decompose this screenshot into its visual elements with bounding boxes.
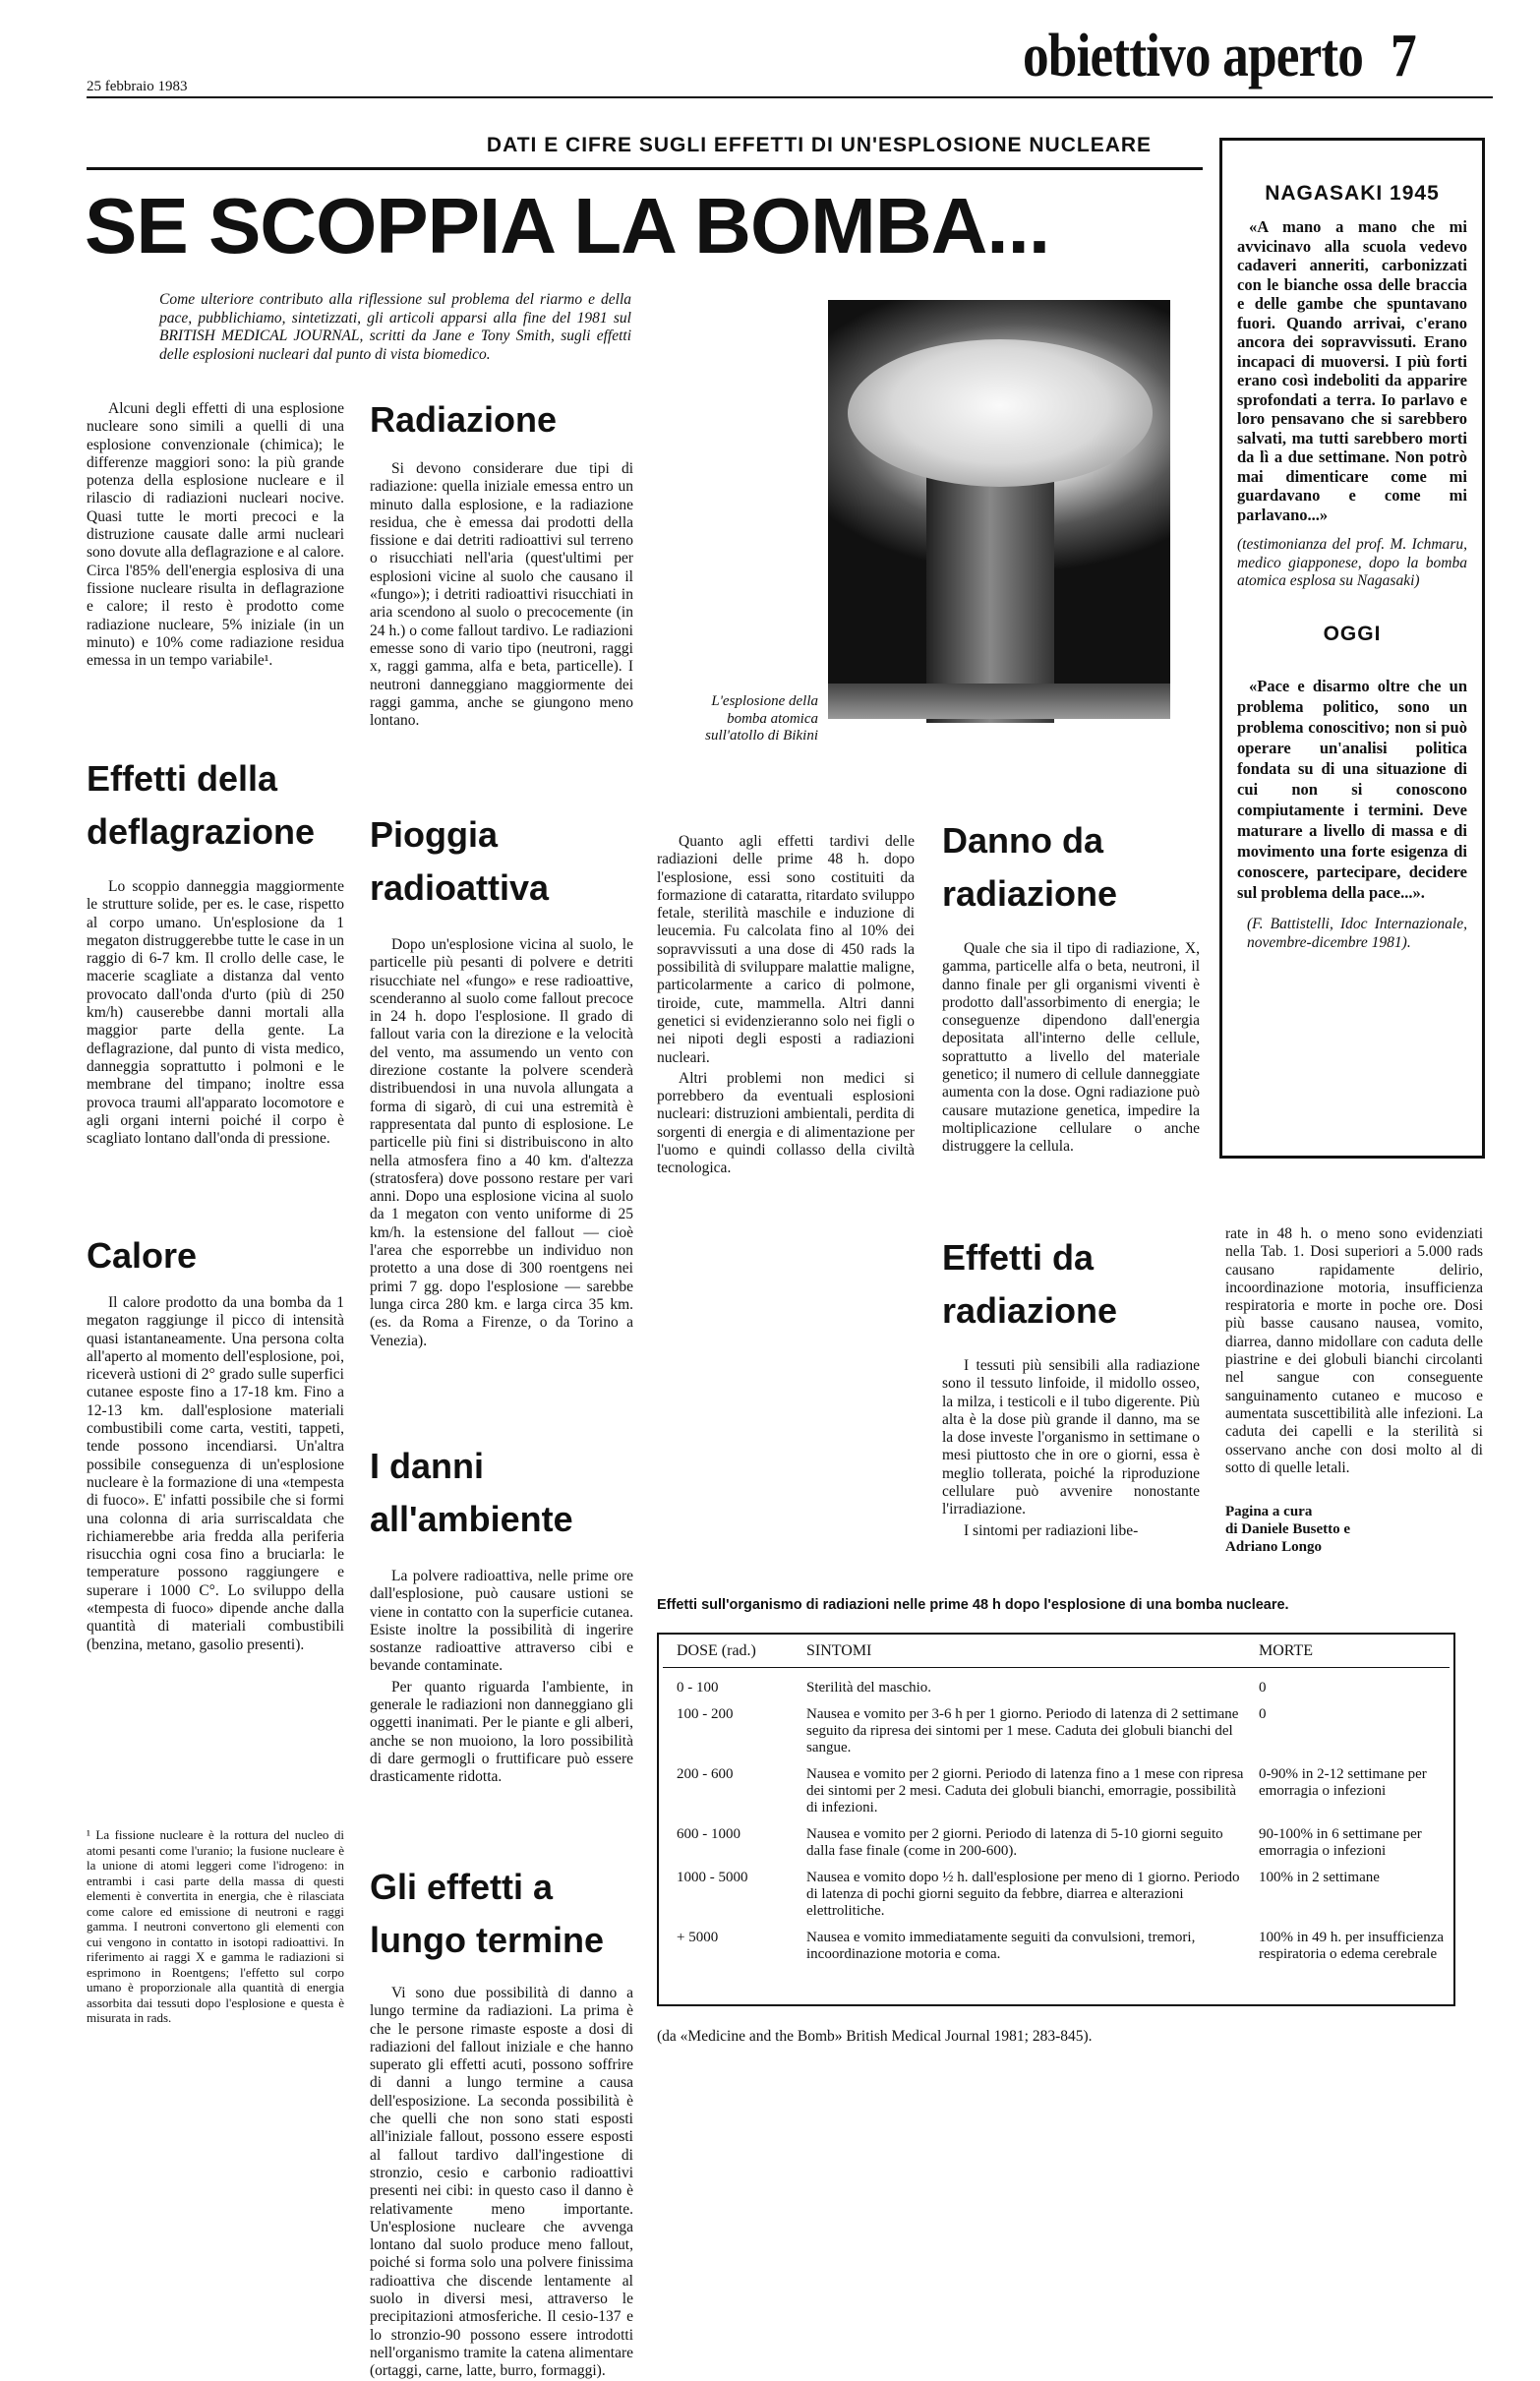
text-pioggia: Dopo un'esplosione vicina al suolo, le particelle più pesanti di polvere e detriti risucchiate nel «fungo» e rese radioattive, scenderanno al suolo come fallout precoce in 24 h. dopo l'esplosione. Il grado di fallout varia con la direzione e la velocità del vento, ma assumendo un vento con direzione costante la polvere scenderà distribuendosi in una nuvola allungata a forma di sigarò, di cui una estremità è rappresentata dal punto di esplosione. Le particelle più fini si distribuiscono in alto nella atmosfera fino a 40 km. d'altezza (stratosfera) dove possono restare per vari anni. Dopo una esplosione vicina al suolo da 1 megaton con vento uniforme di 25 km/h. la estensione del fallout — cioè l'area che esporrebbe un individuo non protetto a una dose di 300 roentgens nei primi 7 gg. dopo l'esplosione — sarebbe lunga circa 280 km. e larga circa 35 km. (es. da Roma a Firenze, o da Torino a Venezia). [370, 936, 633, 1349]
heading-danno: Danno da radiazione [942, 820, 1118, 914]
cell-morte: 0 [1259, 1706, 1267, 1722]
table-row [663, 1706, 1450, 1766]
text-calore: Il calore prodotto da una bomba da 1 megaton raggiunge il picco di intensità quasi istantaneamente. Una persona colta all'aperto al momento dell'esplosione, poi, riceverà ustioni di 2° grado sulle superfici cutanee esposte fino a 17-18 km. Fino a 12-13 km. dall'esplosione materiali combustibili come carta, vestiti, tappeti, tende possono incendiarsi. Un'altra possibile conseguenza di un'esplosione nucleare è la formazione di una «tempesta di fuoco». E' infatti possibile che si formi una colonna di aria surriscaldata che richiamerebbe aria fredda alla periferia risucchia ogni cosa fino a bruciarla: le temperature possono raggiungere e superare i 1000 C°. Lo sviluppo della «tempesta di fuoco» dipende anche dalla quantità di materiali combustibili (benzina, metano, gasolio presenti). [87, 1294, 344, 1653]
photo-caption: L'esplosione della bomba atomica sull'atollo di Bikini [705, 693, 818, 744]
table-row [663, 1766, 1450, 1826]
radiation-table [663, 1635, 1450, 1973]
cell-morte: 0 [1259, 1680, 1267, 1696]
section-calore [87, 1229, 344, 1657]
kicker-rule [87, 167, 1203, 170]
section-deflagrazione [87, 752, 344, 1151]
heading-lungo: Gli effetti a lungo termine [370, 1867, 605, 1960]
intro: Come ulteriore contributo alla riflessione sul problema del riarmo e della pace, pubblichiamo, sintetizzati, gli articoli apparsi alla fine del 1981 sul BRITISH MEDICAL JOURNAL, scritti da Jane e Tony Smith, sugli effetti delle esplosioni nucleari dal punto di vista biomedico. [159, 291, 631, 363]
section-name: obiettivo aperto [1023, 23, 1364, 89]
sidebar-quote-nagasaki: «A mano a mano che mi avvicinavo alla scuola vedevo cadaveri anneriti, carbonizzati con le bianche ossa delle braccia e delle gambe che spuntavano fuori. Quando arrivai, c'erano ancora dei sopravvissuti. Erano incapaci di muoversi. I più forti erano così indeboliti da apparire sprofondati a terra. Io parlavo e loro pensavano che si sarebbero salvati, ma tutti sarebbero morti da lì a due settimane. Non potrò mai dimenticare come mi guardavano e come mi parlavano...» [1237, 217, 1467, 524]
page-title: SE SCOPPIA LA BOMBA... [85, 182, 1050, 269]
text-lungo-1: Vi sono due possibilità di danno a lungo termine da radiazioni. La prima è che le persone rimaste esposte a dosi di radiazioni del fallout iniziale e che hanno superato gli effetti acuti, possono soffrire di danni a lungo termine a causa dell'esposizione. La seconda possibilità è che quelli che non sono stati esposti all'iniziale fallout, possono essere esposti al fallout tardivo dall'ingestione di stronzio, cesio e carbonio radioattivi presenti nei cibi: in questo caso il danno è relativamente meno importante. Un'esplosione nucleare che avvenga lontano dal suolo produce meno fallout, poiché si forma solo una polvere finissima radioattiva che discende lentamente al suolo in diversi mesi, attraverso le precipitazioni atmosferiche. Il cesio-137 e lo stronzio-90 possono essere introdotti nell'organismo tramite la catena alimentare (ortaggi, carne, latte, burro, formaggi). [370, 1985, 633, 2380]
table-row [663, 1930, 1450, 1973]
heading-effetti: Effetti da radiazione [942, 1237, 1118, 1331]
heading-pioggia: Pioggia radioattiva [370, 814, 550, 908]
cell-sintomi: Sterilità del maschio. [806, 1680, 932, 1696]
credit-label: Pagina a cura [1225, 1504, 1313, 1519]
sidebar-quote-oggi: «Pace e disarmo oltre che un problema politico, sono un problema conoscitivo; non si può operare un'analisi politica fondata su di una situazione di cui non si conoscono compiutamente i termini. Deve maturare a livello di massa e di movimento una forte esigenza di conoscere, partecipare, decidere sul problema della pace...». [1237, 676, 1467, 902]
cell-dose: 600 - 1000 [677, 1826, 740, 1842]
column-1-top [87, 400, 344, 673]
table-source: (da «Medicine and the Bomb» British Medical Journal 1981; 283-845). [657, 2028, 1093, 2045]
sidebar-box [1219, 138, 1485, 1159]
column-3-continuation [657, 833, 915, 1181]
footnote: ¹ La fissione nucleare è la rottura del nucleo di atomi pesanti come l'uranio; la fusione nucleare è la unione di atomi leggeri come l'idrogeno: in entrambi i casi parte della massa di questi elementi è convertita in energia, che è rilasciata come calore ed emissione di neutroni e raggi gamma. I neutroni convertono gli elementi con cui vengono in contatto in isotopi radioattivi. In riferimento ai raggi X e gamma le radiazioni si esprimono in Roentgens; l'effetto sul corpo umano è proporzionale alla quantità di energia assorbita dai tessuti dopo l'esplosione e questa è misurata in rads. [87, 1827, 344, 2025]
sidebar-source-oggi: (F. Battistelli, Idoc Internazionale, novembre-dicembre 1981). [1247, 915, 1467, 951]
heading-calore: Calore [87, 1235, 198, 1276]
heading-radiazione: Radiazione [370, 399, 558, 440]
text-ambiente-1: La polvere radioattiva, nelle prime ore dall'esplosione, può causare ustioni se viene in contatto con la superficie cutanea. Esiste inoltre la possibilità di ingerire sostanze radioattive attraverso cibi e bevande contaminate. [370, 1568, 633, 1675]
cell-morte: 0-90% in 2-12 settimane per emorragia o infezioni [1259, 1766, 1427, 1799]
column-5-continuation [1225, 1225, 1483, 1480]
heading-deflagrazione: Effetti della deflagrazione [87, 758, 316, 852]
table-row [663, 1870, 1450, 1930]
sidebar-title-oggi: OGGI [1323, 622, 1382, 645]
text-effetti-2: I sintomi per radiazioni libe- [964, 1521, 1139, 1539]
mushroom-cap [848, 339, 1153, 487]
issue-date: 25 febbraio 1983 [87, 79, 188, 94]
cell-sintomi: Nausea e vomito dopo ½ h. dall'esplosione per meno di 1 giorno. Periodo di latenza di pochi giorni seguito da febbre, diarrea e alterazioni elettrolitiche. [806, 1870, 1240, 1919]
cell-morte: 100% in 49 h. per insufficienza respiratoria o edema cerebrale [1259, 1930, 1445, 1962]
cell-morte: 100% in 2 settimane [1259, 1870, 1380, 1885]
radiation-table-box [657, 1633, 1455, 2006]
page-number: 7 [1391, 23, 1416, 89]
header-morte: MORTE [1253, 1635, 1450, 1668]
water-line [828, 684, 1170, 719]
cell-sintomi: Nausea e vomito per 3-6 h per 1 giorno. Periodo di latenza di 2 settimane seguito da ripresa dei sintomi per 1 mese. Caduta dei globuli bianchi del sangue. [806, 1706, 1239, 1756]
text-lungo-3: Altri problemi non medici si porrebbero da eventuali esplosioni nucleari: distruzioni ambientali, perdita di sorgenti di energia e di alimentazione per l'uomo e quindi collasso della civiltà tecnologica. [657, 1069, 915, 1177]
section-danno [942, 814, 1200, 1160]
sidebar-source-nagasaki: (testimonianza del prof. M. Ichmaru, medico giapponese, dopo la bomba atomica esplosa su Nagasaki) [1237, 536, 1467, 589]
photo-bikini [828, 300, 1170, 719]
table-row [663, 1826, 1450, 1870]
sidebar-title-nagasaki: NAGASAKI 1945 [1265, 182, 1440, 205]
text-effetti-cont: rate in 48 h. o meno sono evidenziati nella Tab. 1. Dosi superiori a 5.000 rads causano rapidamente delirio, incoordinazione motoria, insufficienza respiratoria e morte in poche ore. Dosi più basse causano nausea, vomito, diarrea, danno midollare con caduta delle piastrine e dei globuli bianchi circolanti nel sangue con conseguente sanguinamento cutaneo e mucoso e aumentata suscettibilità alle infezioni. La caduta dei capelli e la sterilità si osservano anche con dosi molto al di sotto di quelle letali. [1225, 1225, 1483, 1476]
cell-dose: 100 - 200 [677, 1706, 734, 1722]
text-radiazione: Si devono considerare due tipi di radiazione: quella iniziale emessa entro un minuto dalla esplosione, e la radiazione residua, che è emessa dai prodotti della fissione e dai detriti radioattivi sul terreno o risucchiati nell'aria (quest'ultimi per esplosioni vicine al suolo che causano il «fungo»); i detriti radioattivi risucchiati in aria scendono al suolo o precocemente (in 24 h.) o come fallout tardivo. Le radiazioni emesse sono di vario tipo (neutroni, raggi x, raggi gamma, alfa e beta, particelle). I neutroni danneggiano maggiormente dei raggi gamma, anche se giungono meno lontano. [370, 460, 633, 730]
cell-dose: + 5000 [677, 1930, 719, 1945]
credit-names: di Daniele Busetto e Adriano Longo [1225, 1521, 1351, 1555]
cell-dose: 1000 - 5000 [677, 1870, 748, 1885]
section-effetti [942, 1231, 1200, 1543]
section-pioggia [370, 808, 633, 1353]
section-lungo [370, 1861, 633, 2380]
cell-dose: 0 - 100 [677, 1680, 719, 1696]
table-caption: Effetti sull'organismo di radiazioni nelle prime 48 h dopo l'esplosione di una bomba nucleare. [657, 1597, 1289, 1613]
lead-paragraph: Alcuni degli effetti di una esplosione nucleare sono simili a quelli di una esplosione convenzionale (chimica); le differenze maggiori sono: la più grande potenza della esplosione nucleare e il rilascio di radiazioni nucleari nocive. Quasi tutte le morti precoci e la distruzione causate dalle armi nucleari sono dovute alla deflagrazione e al calore. Circa l'85% dell'energia esplosiva di una fissione nucleare risulta in deflagrazione e calore; il resto è prodotto come radiazione nucleare, 5% iniziale (in un minuto) e 10% come radiazione residua emessa in un tempo variabile¹. [87, 400, 344, 670]
text-ambiente-2: Per quanto riguarda l'ambiente, in generale le radiazioni non danneggiano gli oggetti inanimati. Per le piante e gli alberi, anche se non muoiono, la loro possibilità di dare germogli o fruttificare può essere drasticamente ridotta. [370, 1678, 633, 1786]
kicker: DATI E CIFRE SUGLI EFFETTI DI UN'ESPLOSIONE NUCLEARE [486, 134, 1153, 156]
text-deflagrazione: Lo scoppio danneggia maggiormente le strutture solide, per es. le case, rispetto al corpo umano. Un'esplosione da 1 megaton distruggerebbe tutte le case in un raggio di 6-7 km. Il crollo delle case, le macerie scagliate a distanza dal vento provocato dall'onda d'urto (più di 250 km/h) causerebbe danni mortali alla maggior parte della gente. La deflagrazione, dal punto di vista medico, danneggia soprattutto i polmoni e le membrane del timpano; inoltre essa provoca traumi all'apparato locomotore e agli organi interni poiché il corpo è scagliato lontano dall'onda di pressione. [87, 878, 344, 1148]
table-row [663, 1668, 1450, 1707]
section-title [1023, 22, 1416, 90]
text-effetti: I tessuti più sensibili alla radiazione sono il tessuto linfoide, il midollo osseo, la milza, i testicoli e il tubo digerente. Più alta è la dose più grande il danno, ma se la dose investe l'organismo in settimane o mesi piuttosto che in ore o giorni, essa è meglio tollerata, poiché la riproduzione cellulare può avvenire nonostante l'irradiazione. [942, 1357, 1200, 1518]
text-lungo-2: Quanto agli effetti tardivi delle radiazioni delle prime 48 h. dopo l'esplosione, essi sono costituiti da formazione di cataratta, ritardato sviluppo fetale, sterilità maschile e induzione di leucemia. Fu calcolata fino al 10% dei sopravvissuti a una dose di 450 rads la possibilità di sviluppare malattie maligne, particolarmente a carico di polmone, tiroide, cute, mammella. Altri danni genetici si evidenzieranno solo nei figli o nei nipoti degli esposti a radiazioni nucleari. [657, 833, 915, 1066]
text-danno: Quale che sia il tipo di radiazione, X, gamma, particelle alfa o beta, neutroni, il danno finale per gli organismi viventi è prodotto dall'assorbimento di energia; le conseguenze dipendono dall'energia depositata all'interno delle cellule, soprattutto a livello del materiale genetico; il numero di cellule danneggiate aumenta con la dose. Ogni radiazione può causare mutazione genetica, impedire la moltiplicazione cellulare o anche distruggere la cellula. [942, 940, 1200, 1156]
heading-ambiente: I danni all'ambiente [370, 1446, 573, 1539]
cell-sintomi: Nausea e vomito per 2 giorni. Periodo di latenza di 5-10 giorni seguito dalla fase finale (come in 200-600). [806, 1826, 1223, 1859]
credits [1225, 1503, 1483, 1556]
cell-dose: 200 - 600 [677, 1766, 734, 1782]
section-radiazione [370, 393, 633, 733]
header-dose: DOSE (rad.) [663, 1635, 800, 1668]
section-ambiente [370, 1440, 633, 1790]
cell-sintomi: Nausea e vomito immediatamente seguiti da convulsioni, tremori, incoordinazione motoria e coma. [806, 1930, 1196, 1962]
cell-sintomi: Nausea e vomito per 2 giorni. Periodo di latenza fino a 1 mese con ripresa dei sintomi per 2 mesi. Caduta dei globuli bianchi, emorragie, possibilità di infezioni. [806, 1766, 1244, 1816]
cell-morte: 90-100% in 6 settimane per emorragia o infezioni [1259, 1826, 1422, 1859]
header-sintomi: SINTOMI [800, 1635, 1253, 1668]
table-header-row [663, 1635, 1450, 1668]
header-rule [87, 96, 1493, 98]
